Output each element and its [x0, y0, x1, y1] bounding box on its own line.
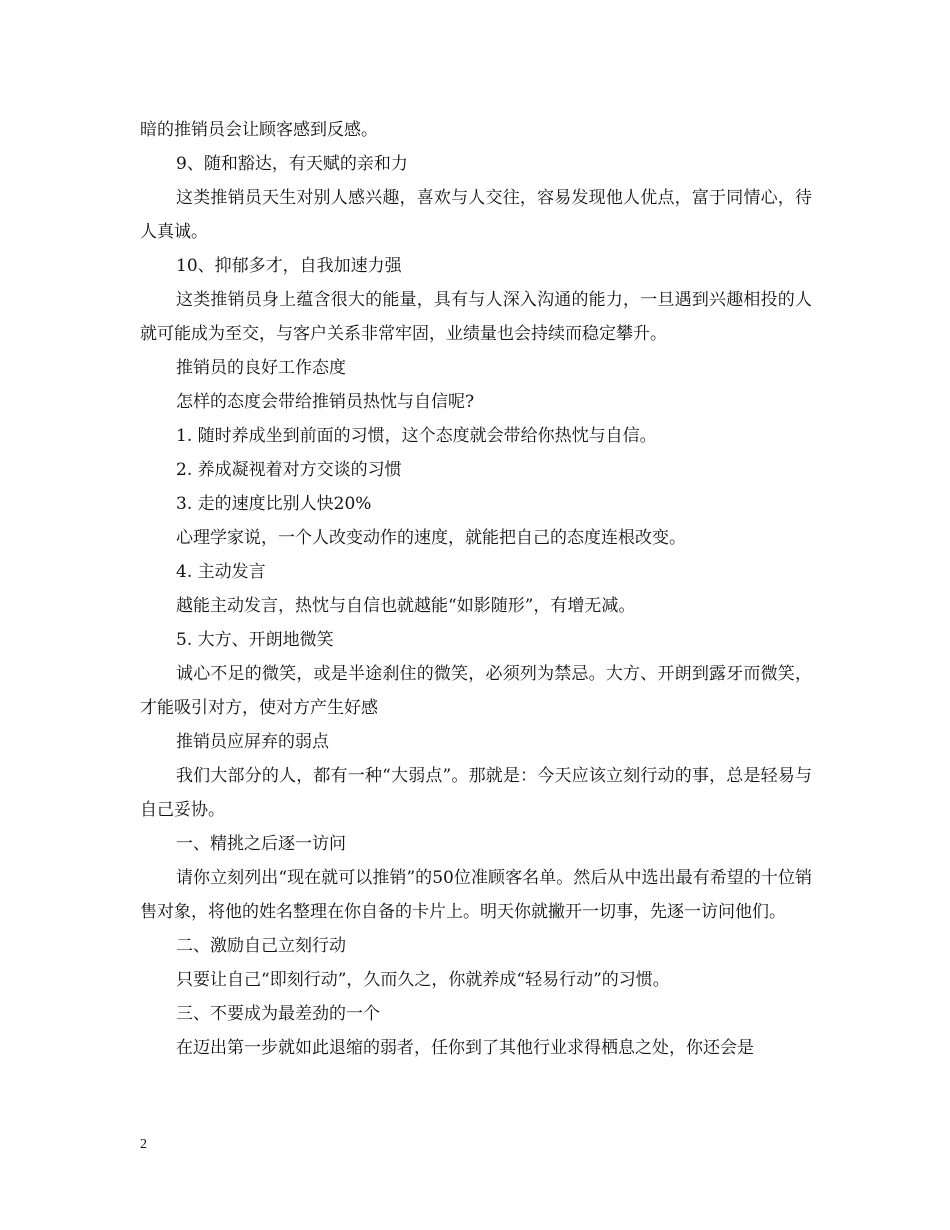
page-content: [140, 113, 812, 1065]
paragraph: 在迈出第一步就如此退缩的弱者，任你到了其他行业求得栖息之处，你还会是: [176, 1038, 754, 1058]
list-item: 2. 养成凝视着对方交谈的习惯: [176, 460, 402, 480]
paragraph: 越能主动发言，热忱与自信也就越能“如影随形”，有增无减。: [176, 596, 636, 616]
paragraph: 这类推销员天生对别人感兴趣，喜欢与人交往，容易发现他人优点，富于同情心，待人真诚。: [140, 188, 812, 242]
list-item: 3. 走的速度比别人快20%: [176, 494, 372, 514]
list-item: 二、激励自己立刻行动: [176, 936, 346, 956]
paragraph: 只要让自己“即刻行动”，久而久之，你就养成“轻易行动”的习惯。: [176, 970, 670, 990]
paragraph: 9、随和豁达，有天赋的亲和力: [176, 154, 408, 174]
list-item: 三、不要成为最差劲的一个: [176, 1004, 380, 1024]
paragraph: 怎样的态度会带给推销员热忱与自信呢?: [176, 392, 475, 412]
paragraph: 心理学家说，一个人改变动作的速度，就能把自己的态度连根改变。: [176, 528, 686, 548]
page-number: 2: [140, 1137, 147, 1152]
paragraph: 暗的推销员会让顾客感到反感。: [140, 120, 378, 140]
paragraph: 这类推销员身上蕴含很大的能量，具有与人深入沟通的能力，一旦遇到兴趣相投的人就可能成为至交，与客户关系非常牢固，业绩量也会持续而稳定攀升。: [140, 290, 812, 344]
paragraph: 我们大部分的人，都有一种“大弱点”。那就是：今天应该立刻行动的事，总是轻易与自己妥协。: [140, 766, 812, 820]
paragraph: 诚心不足的微笑，或是半途刹住的微笑，必须列为禁忌。大方、开朗到露牙而微笑，才能吸引对方，使对方产生好感: [140, 664, 812, 718]
list-item: 4. 主动发言: [176, 562, 266, 582]
paragraph: 10、抑郁多才，自我加速力强: [176, 256, 402, 276]
list-item: 一、精挑之后逐一访问: [176, 834, 346, 854]
section-heading: 推销员应屏弃的弱点: [176, 732, 329, 752]
list-item: 1. 随时养成坐到前面的习惯，这个态度就会带给你热忱与自信。: [176, 426, 657, 446]
list-item: 5. 大方、开朗地微笑: [176, 630, 334, 650]
section-heading: 推销员的良好工作态度: [176, 358, 346, 378]
paragraph: 请你立刻列出“现在就可以推销”的50位准顾客名单。然后从中选出最有希望的十位销售对象，将他的姓名整理在你自备的卡片上。明天你就撇开一切事，先逐一访问他们。: [140, 868, 812, 922]
